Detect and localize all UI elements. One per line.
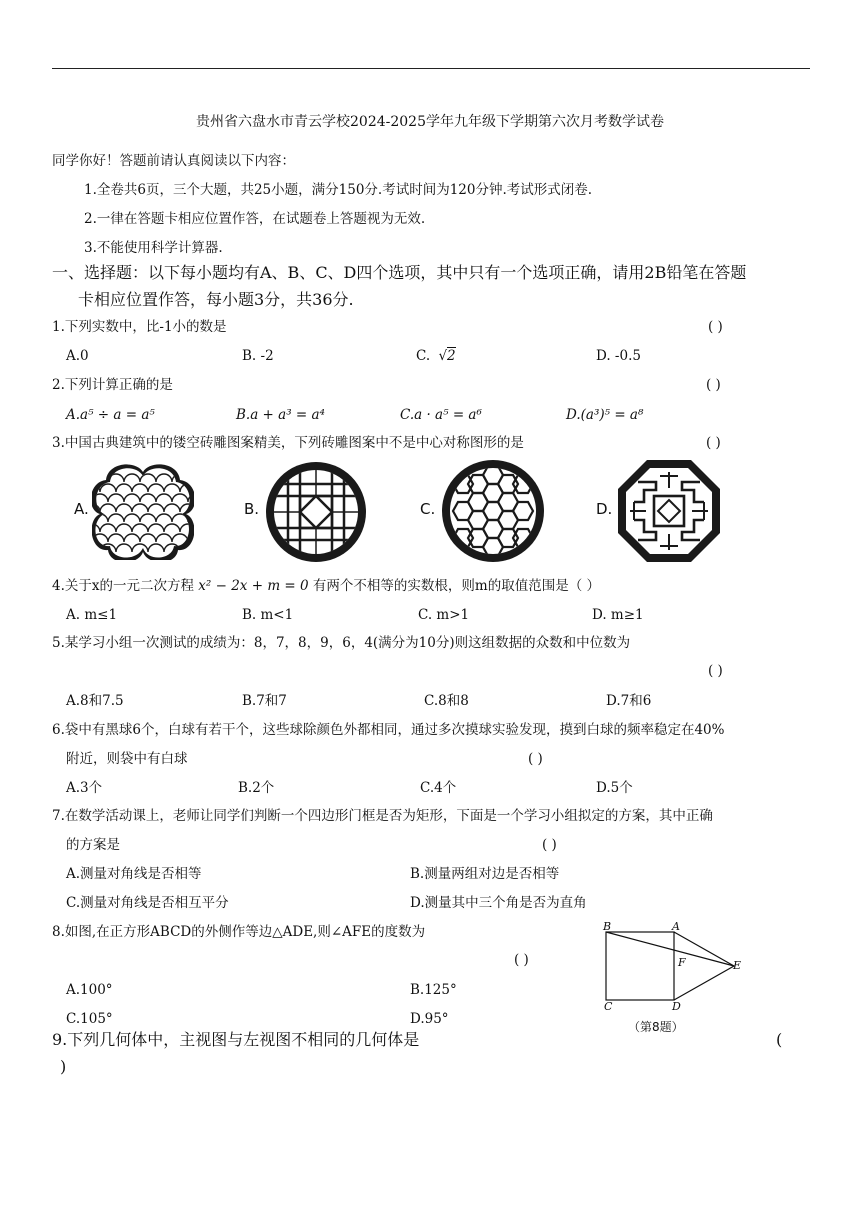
q3-stem: 3.中国古典建筑中的镂空砖雕图案精美，下列砖雕图案中不是中心对称图形的是: [52, 435, 524, 451]
intro-greeting: 同学你好！答题前请认真阅读以下内容：: [52, 153, 295, 169]
page-title: 贵州省六盘水市青云学校2024-2025学年九年级下学期第六次月考数学试卷: [196, 114, 664, 130]
q4-option-b: B. m<1: [242, 607, 294, 623]
q6-stem-line2: 附近，则袋中有白球: [66, 751, 188, 767]
q8-stem: 8.如图,在正方形ABCD的外侧作等边△ADE,则∠AFE的度数为: [52, 924, 426, 940]
q3-figure-d-octagon-lattice: [616, 458, 722, 564]
q2-option-d: D.(a³)⁵ = a⁸: [566, 407, 644, 423]
q7-option-b: B.测量两组对边是否相等: [410, 866, 560, 882]
q3-label-c: C.: [420, 500, 436, 518]
intro-rule-3: 3.不能使用科学计算器.: [84, 240, 223, 256]
intro-rule-1: 1.全卷共6页，三个大题，共25小题，满分150分.考试时间为120分钟.考试形式闭卷.: [84, 182, 593, 198]
q3-figure-b-round-lattice: [264, 460, 368, 564]
q3-figure-a-scale-pattern: [92, 462, 194, 560]
q7-option-c: C.测量对角线是否相互平分: [66, 895, 229, 911]
q4-stem-start: 4.关于x的一元二次方程: [52, 578, 194, 594]
q4-option-c: C. m>1: [418, 607, 470, 623]
q1-option-b: B. -2: [242, 348, 274, 364]
q6-option-a: A.3个: [66, 780, 103, 796]
q2-stem: 2.下列计算正确的是: [52, 377, 173, 393]
top-rule: [52, 68, 810, 69]
q8-figure-caption: （第8题）: [628, 1020, 684, 1034]
q6-option-b: B.2个: [238, 780, 275, 796]
q5-option-b: B.7和7: [242, 693, 287, 709]
q1-option-d: D. -0.5: [596, 348, 641, 364]
q1-stem: 1.下列实数中，比-1小的数是: [52, 319, 227, 335]
q1-option-a: A.0: [66, 348, 89, 364]
q4-equation: x² − 2x + m = 0: [198, 578, 309, 594]
q5-option-a: A.8和7.5: [66, 693, 124, 709]
q5-answer-paren: ( ): [708, 663, 723, 679]
q1-option-c: [416, 347, 456, 365]
point-b-label: B: [603, 920, 612, 933]
point-d-label: D: [672, 1000, 681, 1013]
point-f-label: F: [678, 956, 686, 969]
q9-stem: 9.下列几何体中，主视图与左视图不相同的几何体是: [52, 1030, 420, 1049]
q4-stem: [52, 577, 600, 595]
q3-answer-paren: ( ): [706, 435, 721, 451]
q2-answer-paren: ( ): [706, 377, 721, 393]
q8-option-c: C.105°: [66, 1011, 113, 1027]
q5-option-d: D.7和6: [606, 693, 652, 709]
q9-paren-open: (: [776, 1030, 783, 1049]
q3-label-b: B.: [244, 500, 260, 518]
q3-label-a: A.: [74, 500, 89, 518]
q6-answer-paren: ( ): [528, 751, 543, 767]
q8-answer-paren: ( ): [514, 952, 529, 968]
q7-answer-paren: ( ): [542, 837, 557, 853]
point-c-label: C: [604, 1000, 613, 1013]
square-abcd: [606, 932, 674, 1000]
point-e-label: E: [733, 959, 742, 972]
q6-option-c: C.4个: [420, 780, 457, 796]
q1-option-c-label: C.: [416, 348, 431, 364]
point-a-label: A: [672, 920, 680, 933]
q5-option-c: C.8和8: [424, 693, 469, 709]
q1-answer-paren: ( ): [708, 319, 723, 335]
q8-option-a: A.100°: [66, 982, 113, 998]
q6-stem-line1: 6.袋中有黑球6个，白球有若干个，这些球除颜色外都相同，通过多次摸球实验发现，摸到白球的频率稳定在40%: [52, 722, 725, 738]
q7-option-d: D.测量其中三个角是否为直角: [410, 895, 587, 911]
q7-stem-line2: 的方案是: [66, 837, 120, 853]
segment-be: [606, 932, 734, 966]
q2-option-c: C.a · a⁵ = a⁶: [400, 407, 482, 423]
q3-label-d: D.: [596, 500, 613, 518]
q5-stem: 5.某学习小组一次测试的成绩为：8，7，8，9，6，4(满分为10分)则这组数据的众数和中位数为: [52, 635, 631, 651]
q8-option-d: D.95°: [410, 1011, 449, 1027]
q9-paren-close: ): [60, 1057, 67, 1076]
intro-rule-2: 2.一律在答题卡相应位置作答，在试题卷上答题视为无效.: [84, 211, 426, 227]
section1-heading-line2: 卡相应位置作答，每小题3分，共36分.: [78, 290, 354, 309]
section1-heading-line1: 一、选择题：以下每小题均有A、B、C、D四个选项，其中只有一个选项正确，请用2B铅笔在答题: [52, 263, 747, 282]
q7-stem-line1: 7.在数学活动课上，老师让同学们判断一个四边形门框是否为矩形，下面是一个学习小组拟定的方案，其中正确: [52, 808, 713, 824]
q6-option-d: D.5个: [596, 780, 633, 796]
q7-option-a: A.测量对角线是否相等: [66, 866, 202, 882]
q1-sqrt-arg: 2: [447, 348, 456, 364]
q4-option-a: A. m≤1: [66, 607, 118, 623]
q4-option-d: D. m≥1: [592, 607, 644, 623]
q2-option-a: A.a⁵ ÷ a = a⁵: [66, 407, 155, 423]
q8-option-b: B.125°: [410, 982, 457, 998]
sqrt-symbol: √: [438, 348, 448, 364]
q3-figure-c-hexagon-lattice: [440, 458, 546, 564]
q2-option-b: B.a + a³ = a⁴: [236, 407, 325, 423]
q4-stem-end: 有两个不相等的实数根，则m的取值范围是（ ）: [312, 578, 600, 594]
